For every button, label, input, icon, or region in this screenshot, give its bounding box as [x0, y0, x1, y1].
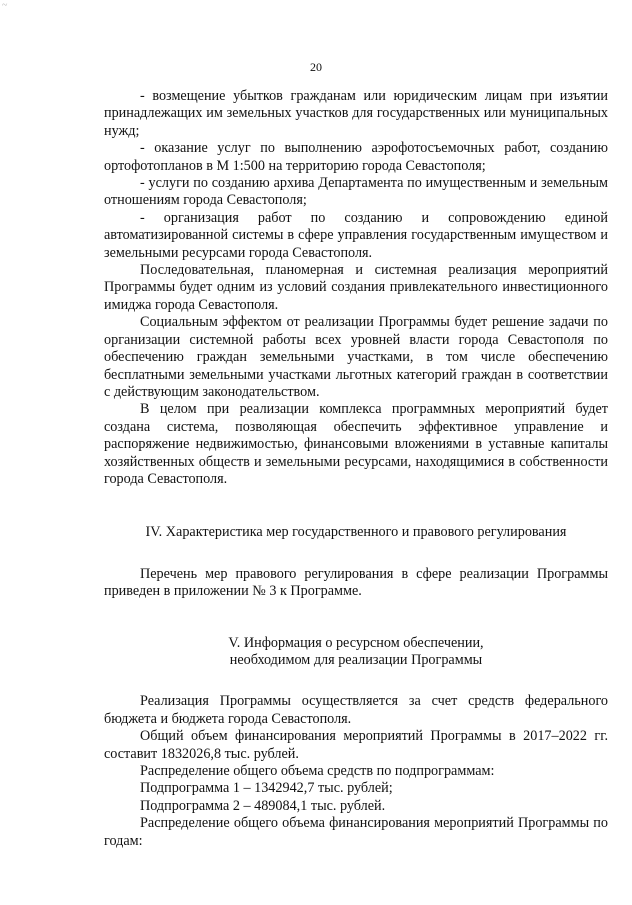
section-5-paragraph-funding-source: Реализация Программы осуществляется за счет средств федерального бюджета и бюджета города Севастополя. [104, 693, 608, 727]
list-item-aerial-survey: - оказание услуг по выполнению аэрофотосъемочных работ, созданию ортофотопланов в М 1:500 на территорию города Севастополя; [104, 140, 608, 174]
section-4-paragraph: Перечень мер правового регулирования в сфере реализации Программы приведен в приложении № 3 к Программе. [104, 565, 608, 600]
corner-mark: ~ [2, 0, 8, 11]
section-5-paragraph-total-volume: Общий объем финансирования мероприятий Программы в 2017–2022 гг. составит 1832026,8 тыс. рублей. [104, 728, 608, 762]
section-5-subprogram-2: Подпрограмма 2 – 489084,1 тыс. рублей. [140, 797, 386, 814]
paragraph-social-effect: Социальным эффектом от реализации Программы будет решение задачи по организации системной работы всех уровней власти города Севастополя по обеспечению граждан земельными участками, в том числе обеспечению бесплатными земельными участками льготных категорий граждан в соответствии с действующим законодательством. [104, 314, 608, 400]
section-5-heading-line1: V. Информация о ресурсном обеспечении, [228, 634, 484, 651]
list-item-archive: - услуги по созданию архива Департамента по имущественным и земельным отношениям города Севастополя; [104, 175, 608, 209]
section-4-heading: IV. Характеристика мер государственного и правового регулирования [145, 524, 567, 541]
section-5-heading-line2: необходимом для реализации Программы [229, 651, 483, 668]
section-5-paragraph-distribution: Распределение общего объема средств по подпрограммам: [140, 763, 495, 779]
paragraph-investment-image: Последовательная, планомерная и системная реализация мероприятий Программы будет одним из условий создания привлекательного инвестиционного имиджа города Севастополя. [104, 262, 608, 313]
page-number: 20 [310, 60, 322, 74]
list-item-automated-system: - организация работ по созданию и сопровождению единой автоматизированной системы в сфере управления государственным имуществом и земельными ресурсами города Севастополя. [104, 209, 608, 261]
paragraph-overall-system: В целом при реализации комплекса программных мероприятий будет создана система, позволяющая обеспечить эффективное управление и распоряжение недвижимостью, финансовыми вложениями в уставные капиталы хозяйственных обществ и земельными ресурсами, находящимися в собственности города Севастополя. [104, 401, 608, 487]
section-5-subprogram-1: Подпрограмма 1 – 1342942,7 тыс. рублей; [140, 780, 393, 797]
section-5-paragraph-by-years: Распределение общего объема финансирования мероприятий Программы по годам: [104, 815, 608, 849]
document-body [104, 88, 608, 850]
list-item-compensation: - возмещение убытков гражданам или юридическим лицам при изъятии принадлежащих им земельных участков для государственных или муниципальных нужд; [104, 88, 608, 139]
